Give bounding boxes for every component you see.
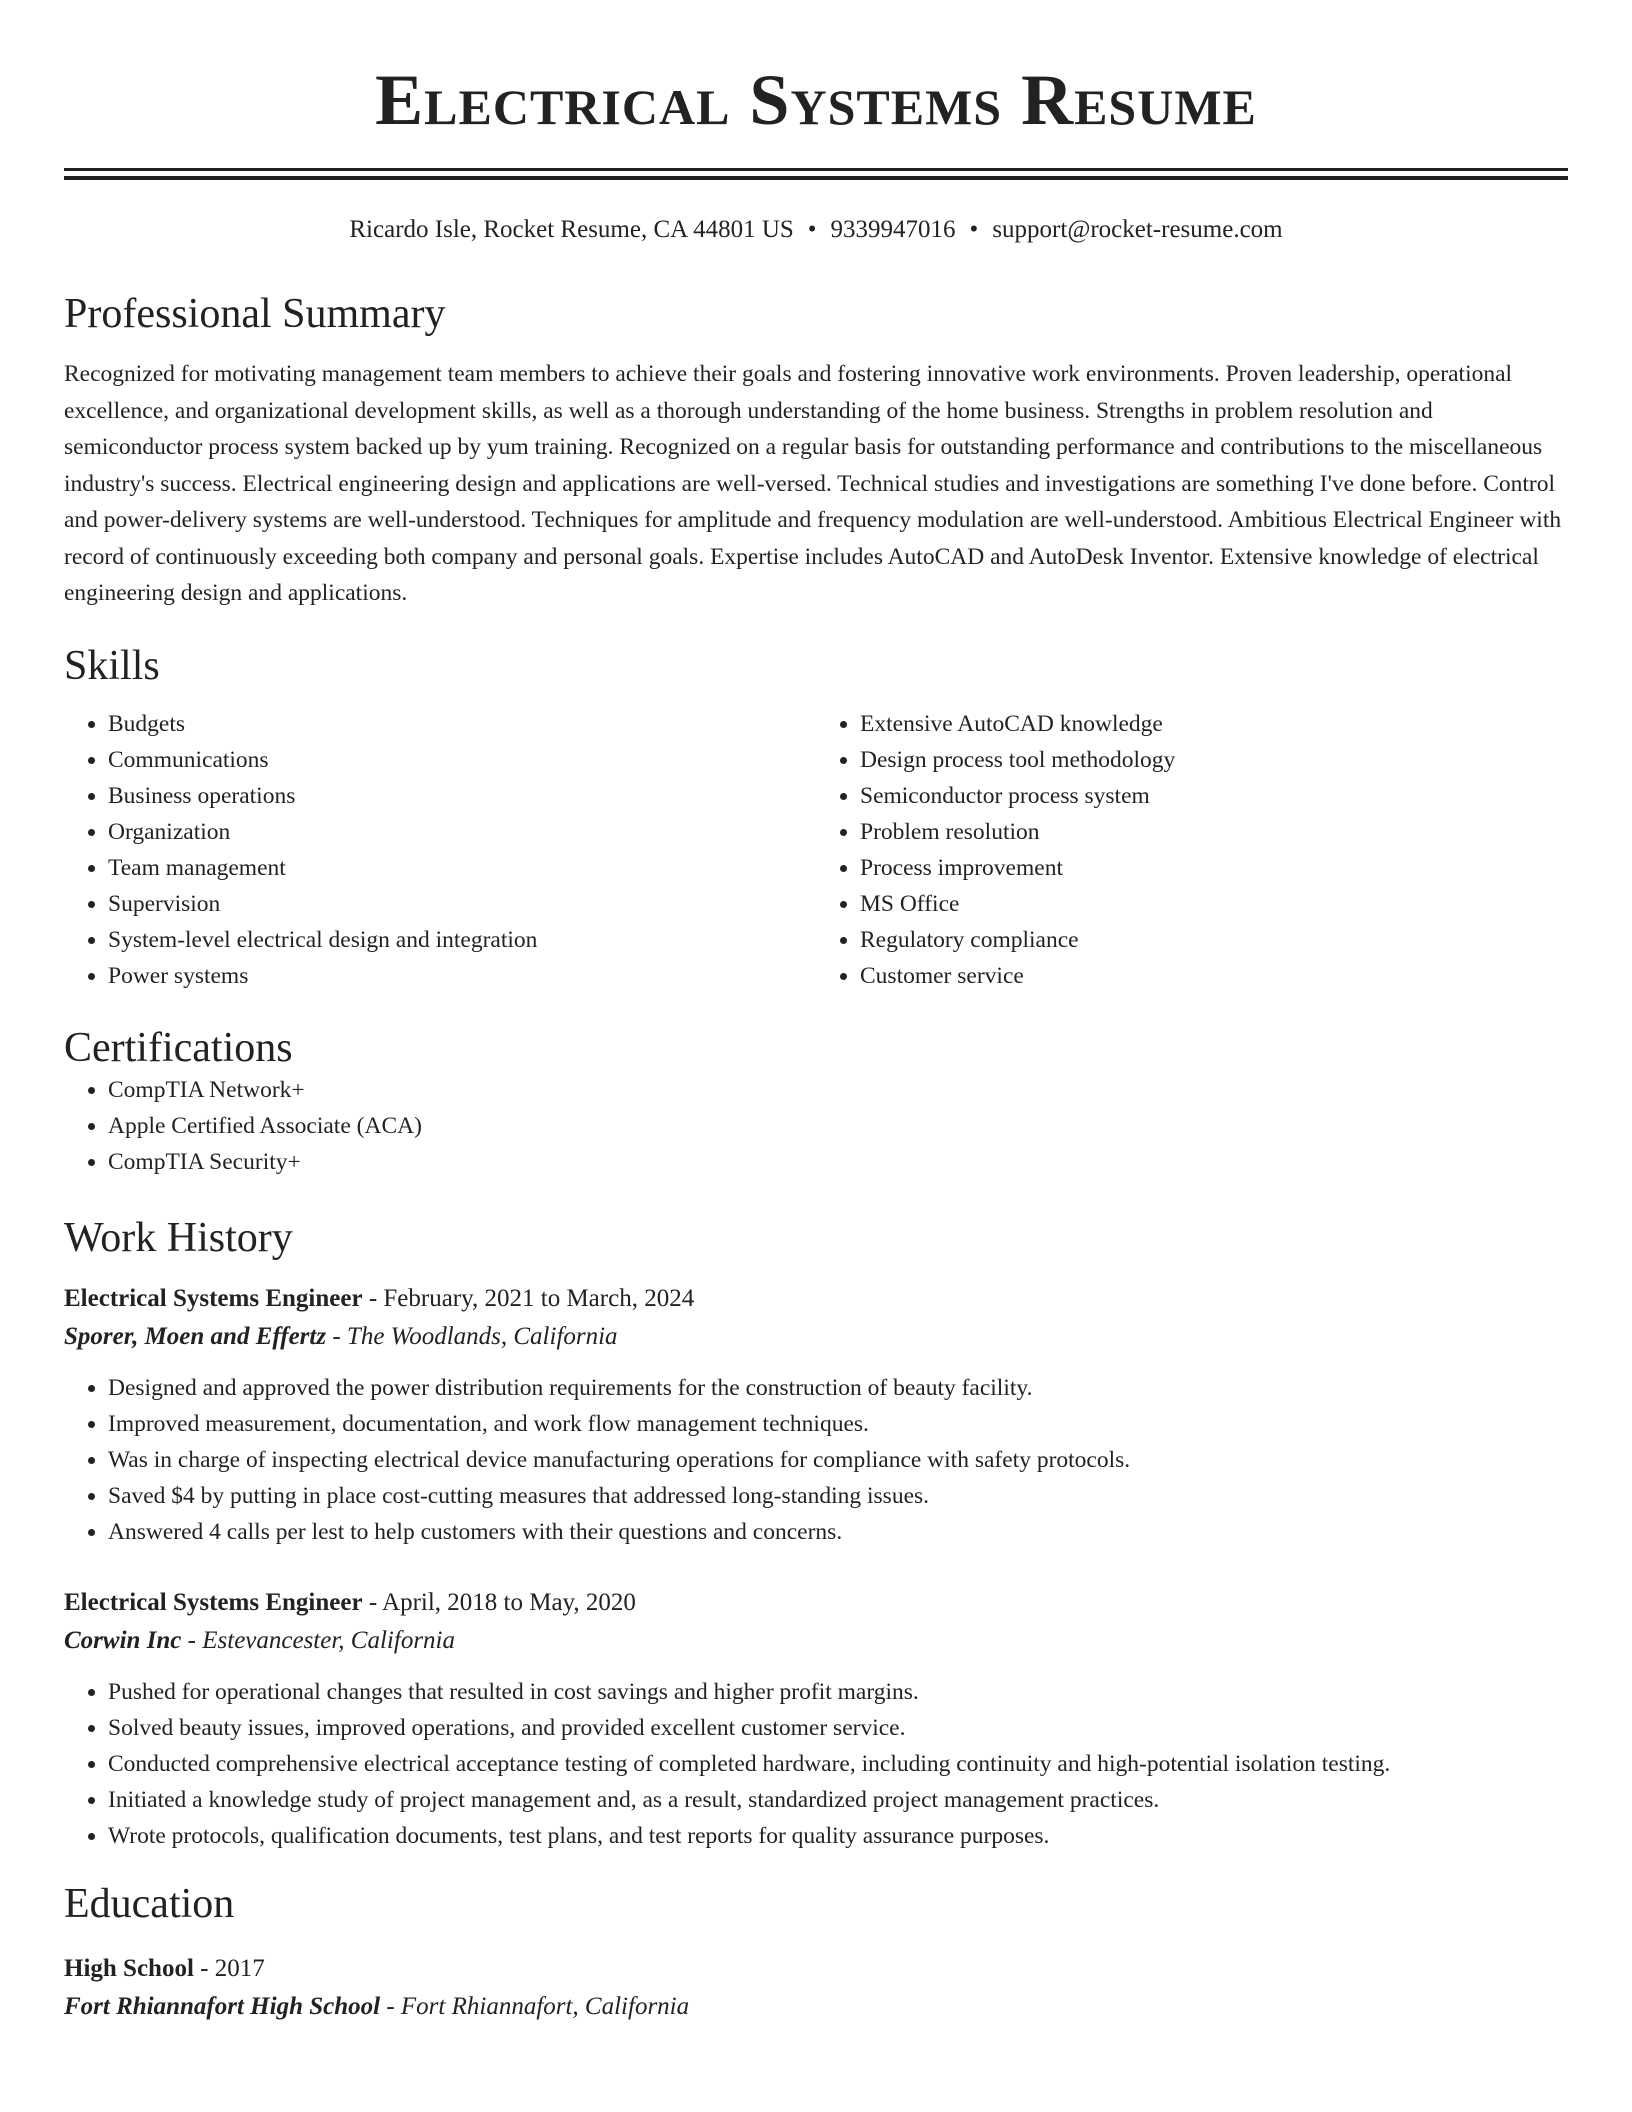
skill-item: • Budgets <box>108 706 816 742</box>
job-entry <box>64 1584 1568 1854</box>
job-duties-list <box>64 1370 1568 1550</box>
skills-columns <box>64 706 1568 994</box>
job-dates: - February, 2021 to March, 2024 <box>362 1284 695 1312</box>
contact-phone: 9339947016 <box>830 216 956 243</box>
resume-title: Electrical Systems Resume <box>375 60 1257 140</box>
certifications-list <box>64 1072 1568 1180</box>
education-school: Fort Rhiannafort High School <box>64 1992 381 2020</box>
skill-item: • Regulatory compliance <box>860 922 1568 958</box>
contact-separator: • <box>807 216 817 243</box>
education-degree: High School <box>64 1954 194 1982</box>
contact-email[interactable]: support@rocket-resume.com <box>992 216 1283 243</box>
job-dates: - April, 2018 to May, 2020 <box>362 1588 636 1616</box>
contact-address: Ricardo Isle, Rocket Resume, CA 44801 US <box>349 216 794 243</box>
job-duty-item: • Pushed for operational changes that resulted in cost savings and higher profit margins. <box>108 1674 1568 1710</box>
job-duties-list <box>64 1674 1568 1854</box>
job-duty-item: • Improved measurement, documentation, and work flow management techniques. <box>108 1406 1568 1442</box>
job-duty-item: • Wrote protocols, qualification documents, test plans, and test reports for quality assurance purposes. <box>108 1818 1568 1854</box>
contact-line <box>64 214 1568 246</box>
job-duty-item: • Solved beauty issues, improved operations, and provided excellent customer service. <box>108 1710 1568 1746</box>
summary-heading: Professional Summary <box>64 291 446 337</box>
job-title: Electrical Systems Engineer <box>64 1284 363 1312</box>
job-duty-item: • Designed and approved the power distribution requirements for the construction of beauty facility. <box>108 1370 1568 1406</box>
contact-separator: • <box>969 216 979 243</box>
skills-list-left <box>64 706 816 994</box>
title-divider-bottom <box>64 176 1568 180</box>
job-title-line <box>64 1584 1568 1622</box>
education-heading: Education <box>64 1880 235 1927</box>
skill-item: • Semiconductor process system <box>860 778 1568 814</box>
skill-item: • Communications <box>108 742 816 778</box>
certification-item: • CompTIA Security+ <box>108 1144 1568 1180</box>
job-duty-item: • Saved $4 by putting in place cost-cutting measures that addressed long-standing issues. <box>108 1478 1568 1514</box>
certification-item: • CompTIA Network+ <box>108 1072 1568 1108</box>
summary-text: Recognized for motivating management team members to achieve their goals and fostering innovative work environments. Proven leadership, operational excellence, and organizational development skills, as well as a thorough understanding of the home business. Strengths in problem resolution and semiconductor process system backed up by yum training. Recognized on a regular basis for outstanding performance and contributions to the miscellaneous industry's success. Electrical engineering design and applications are well-versed. Technical studies and investigations are something I've done before. Control and power-delivery systems are well-understood. Techniques for amplitude and frequency modulation are well-understood. Ambitious Electrical Engineer with record of continuously exceeding both company and personal goals. Expertise includes AutoCAD and AutoDesk Inventor. Extensive knowledge of electrical engineering design and applications. <box>64 361 1562 606</box>
skill-item: • Team management <box>108 850 816 886</box>
skill-item: • Organization <box>108 814 816 850</box>
education-entry <box>64 1950 1568 2026</box>
skill-item: • Power systems <box>108 958 816 994</box>
education-year: - 2017 <box>193 1954 265 1982</box>
skills-heading: Skills <box>64 642 160 689</box>
skill-item: • Supervision <box>108 886 816 922</box>
education-school-line <box>64 1988 1568 2026</box>
skills-list-right <box>816 706 1568 994</box>
job-company: Sporer, Moen and Effertz <box>64 1322 327 1350</box>
title-divider-top <box>64 168 1568 171</box>
job-location: - The Woodlands, California <box>326 1322 618 1350</box>
job-entry <box>64 1280 1568 1550</box>
job-duty-item: • Was in charge of inspecting electrical device manufacturing operations for compliance with safety protocols. <box>108 1442 1568 1478</box>
education-degree-line <box>64 1950 1568 1988</box>
job-title: Electrical Systems Engineer <box>64 1588 363 1616</box>
job-company: Corwin Inc <box>64 1626 182 1654</box>
job-company-line <box>64 1622 1568 1660</box>
education-location: - Fort Rhiannafort, California <box>380 1992 690 2020</box>
skill-item: • Design process tool methodology <box>860 742 1568 778</box>
skill-item: • Process improvement <box>860 850 1568 886</box>
job-duty-item: • Initiated a knowledge study of project management and, as a result, standardized project management practices. <box>108 1782 1568 1818</box>
skill-item: • Business operations <box>108 778 816 814</box>
work-history-heading: Work History <box>64 1214 293 1261</box>
job-company-line <box>64 1318 1568 1356</box>
skill-item: • Problem resolution <box>860 814 1568 850</box>
skill-item: • MS Office <box>860 886 1568 922</box>
skill-item: • Customer service <box>860 958 1568 994</box>
skill-item: • Extensive AutoCAD knowledge <box>860 706 1568 742</box>
job-duty-item: • Conducted comprehensive electrical acceptance testing of completed hardware, including continuity and high-potential isolation testing. <box>108 1746 1568 1782</box>
skill-item: • System-level electrical design and integration <box>108 922 816 958</box>
certification-item: • Apple Certified Associate (ACA) <box>108 1108 1568 1144</box>
job-duty-item: • Answered 4 calls per lest to help customers with their questions and concerns. <box>108 1514 1568 1550</box>
job-title-line <box>64 1280 1568 1318</box>
job-location: - Estevancester, California <box>181 1626 455 1654</box>
certifications-heading: Certifications <box>64 1024 293 1071</box>
